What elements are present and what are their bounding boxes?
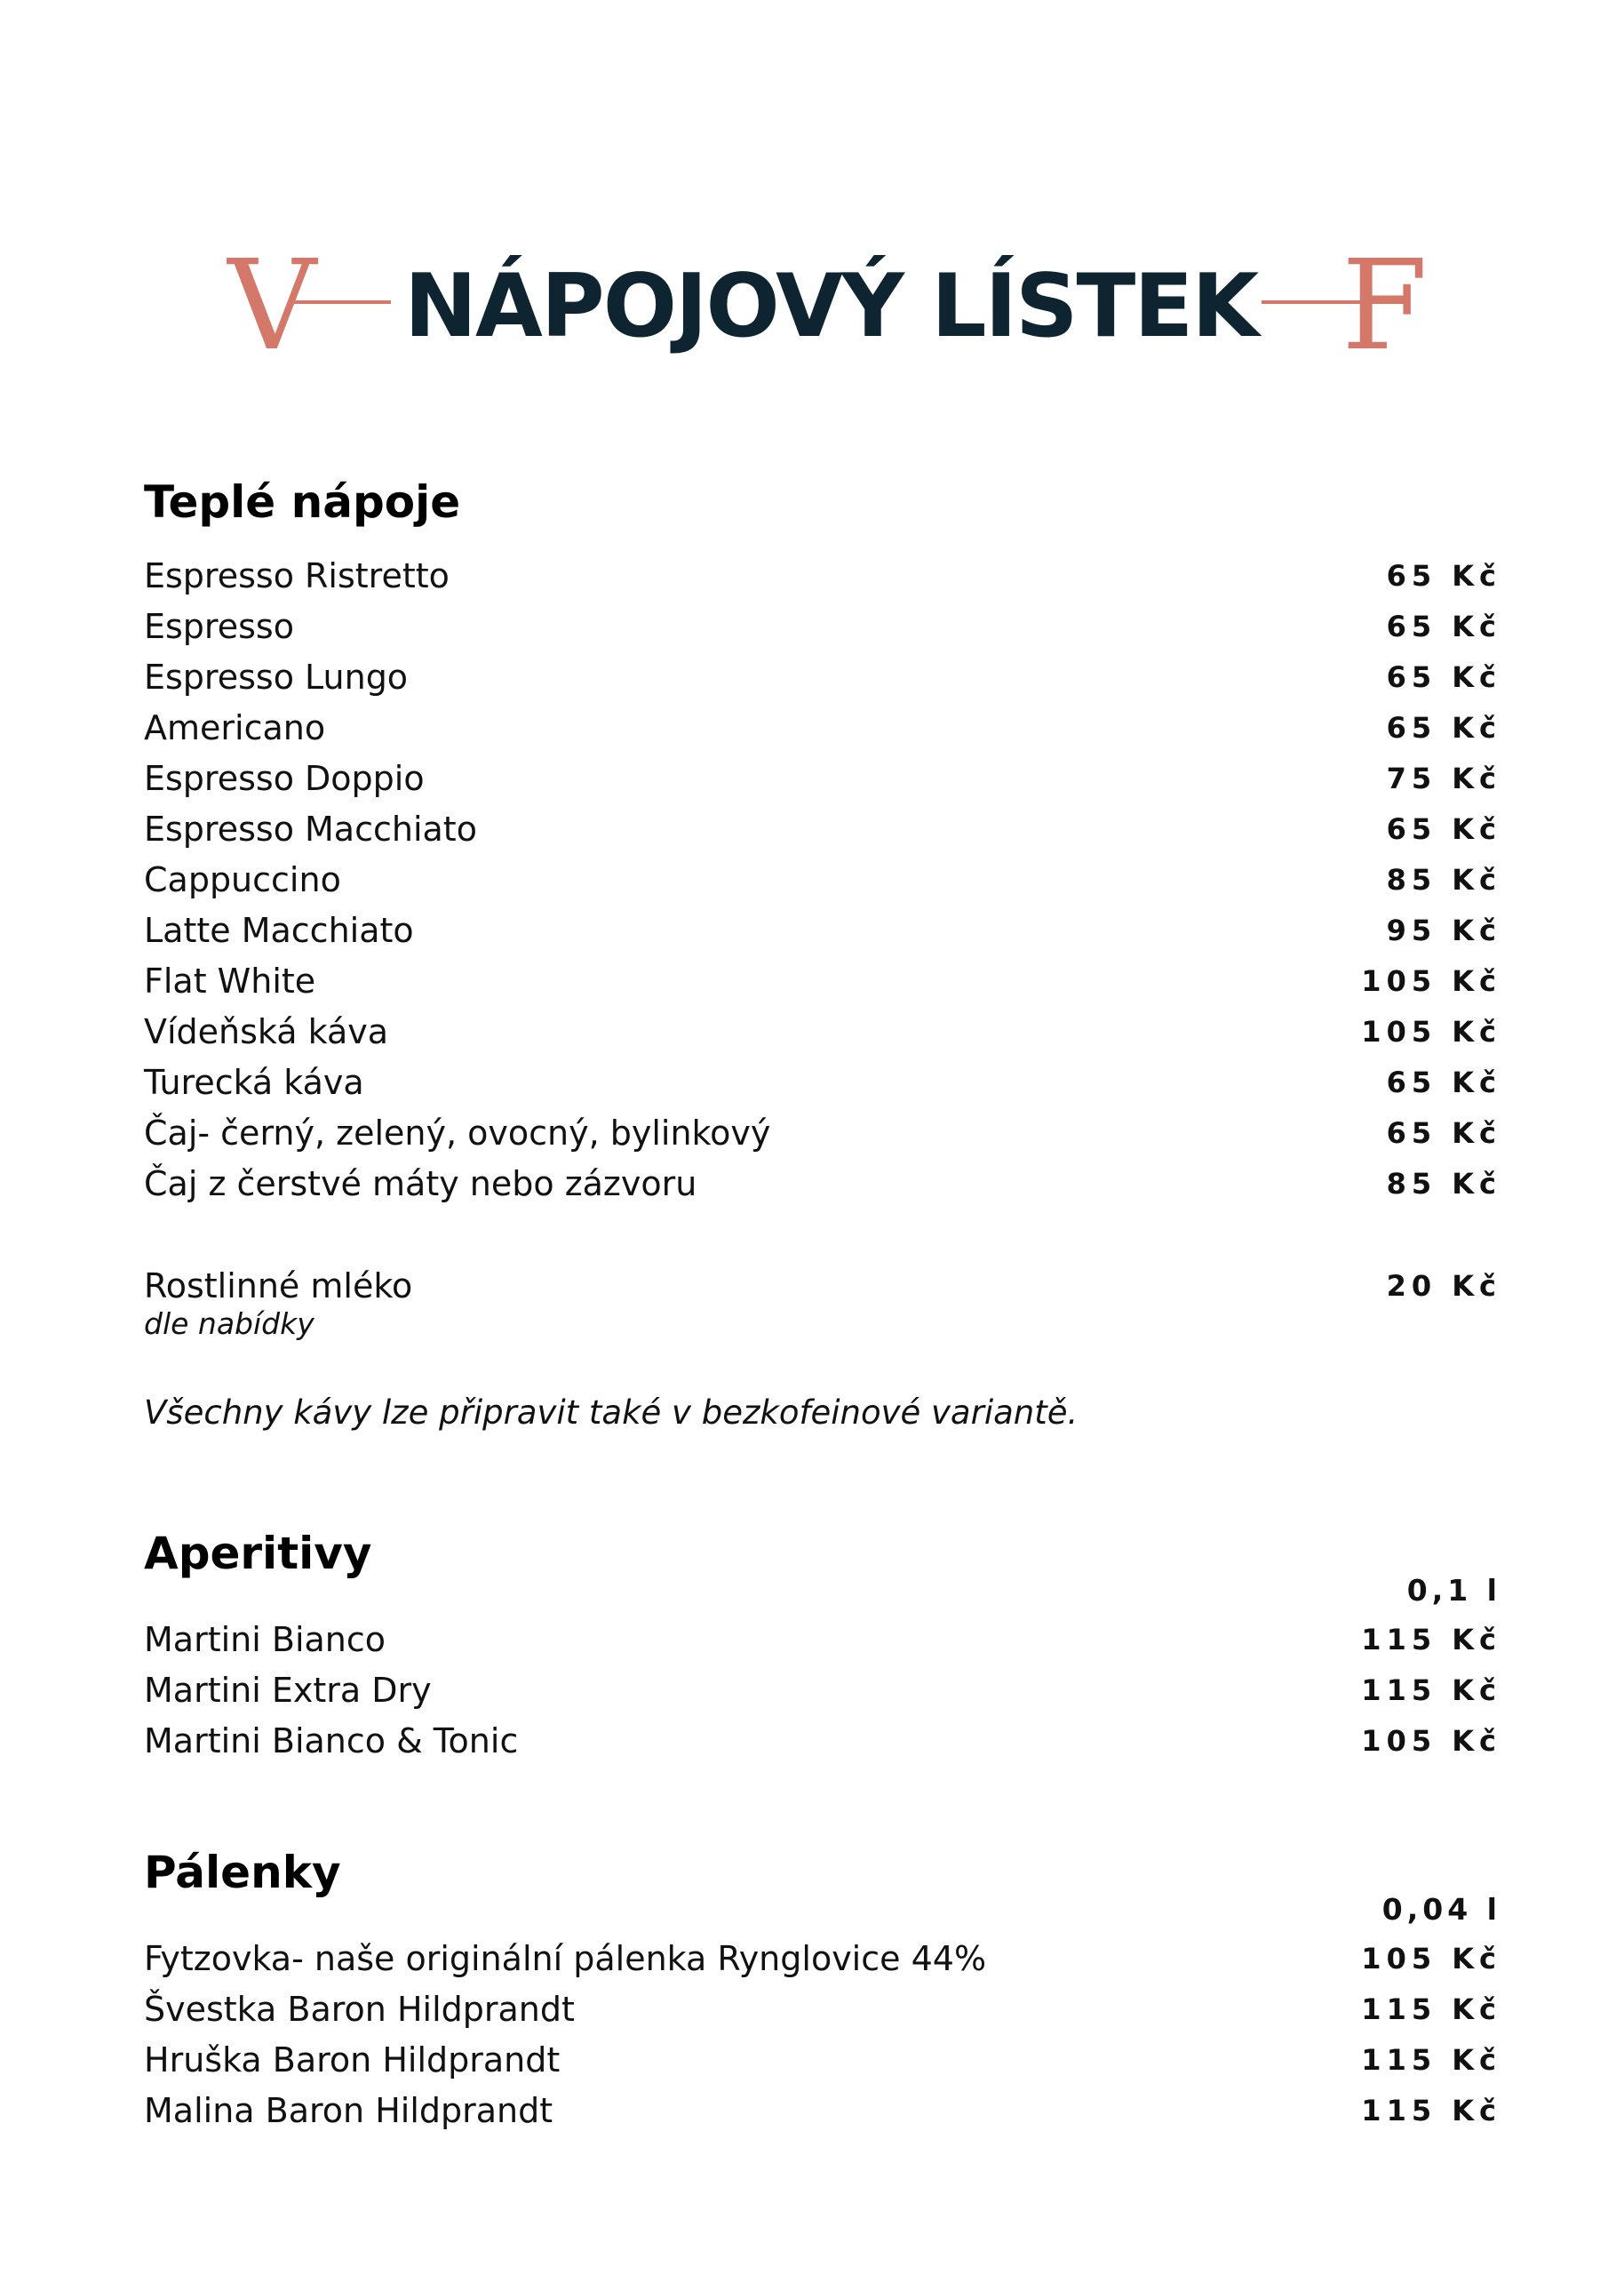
menu-item-plant-milk: [144, 1261, 1501, 1312]
item-name: Čaj- černý, zelený, ovocný, bylinkový: [144, 1114, 771, 1153]
logo-f-letter: F: [1341, 251, 1429, 355]
item-price: 115 Kč: [1361, 1992, 1501, 2026]
menu-item: [144, 804, 1501, 855]
item-price: 65 Kč: [1386, 660, 1501, 694]
item-name: Švestka Baron Hildprandt: [144, 1990, 575, 2029]
item-name: Flat White: [144, 962, 316, 1001]
volume-unit: 0,04 l: [1381, 1892, 1501, 1927]
item-price: 65 Kč: [1386, 1066, 1501, 1099]
menu-header: [0, 240, 1624, 382]
item-name: Espresso Ristretto: [144, 556, 450, 595]
decaf-footnote: Všechny kávy lze připravit také v bezkofeinové variantě.: [144, 1393, 1079, 1432]
menu-item: [144, 1716, 1501, 1767]
item-price: 65 Kč: [1386, 610, 1501, 643]
item-price: 95 Kč: [1386, 914, 1501, 947]
section-title: Teplé nápoje: [144, 476, 461, 528]
menu-item: [144, 1934, 1501, 1984]
item-name: Latte Macchiato: [144, 911, 414, 950]
menu-item: [144, 1108, 1501, 1159]
item-name: Espresso Macchiato: [144, 810, 477, 849]
item-price: 20 Kč: [1386, 1269, 1501, 1303]
item-price: 115 Kč: [1361, 2094, 1501, 2127]
item-price: 105 Kč: [1361, 1015, 1501, 1049]
item-name: Martini Extra Dry: [144, 1671, 432, 1710]
item-price: 105 Kč: [1361, 1942, 1501, 1976]
item-name: Americano: [144, 708, 326, 747]
item-name: Espresso: [144, 607, 294, 646]
item-name: Hruška Baron Hildprandt: [144, 2040, 561, 2079]
volume-unit: 0,1 l: [1406, 1573, 1501, 1608]
menu-item: [144, 1615, 1501, 1665]
item-name: Espresso Lungo: [144, 658, 409, 697]
menu-item: [144, 754, 1501, 804]
logo-v-letter: V: [227, 251, 317, 355]
section-spirits: [144, 1846, 1501, 2130]
item-note: dle nabídky: [144, 1306, 314, 1341]
item-price: 105 Kč: [1361, 1724, 1501, 1758]
item-name: Vídeňská káva: [144, 1012, 389, 1051]
item-price: 75 Kč: [1386, 762, 1501, 795]
item-price: 115 Kč: [1361, 1673, 1501, 1707]
item-price: 65 Kč: [1386, 812, 1501, 846]
menu-item: [144, 703, 1501, 754]
section-aperitifs: [144, 1527, 1501, 1758]
item-name: Čaj z čerstvé máty nebo zázvoru: [144, 1164, 697, 1203]
item-price: 115 Kč: [1361, 2043, 1501, 2077]
menu-item: [144, 906, 1501, 956]
item-name: Fytzovka- naše originální pálenka Rynglovice 44%: [144, 1939, 987, 1978]
menu-item: [144, 602, 1501, 652]
logo-f-mark: [1262, 251, 1430, 355]
item-price: 85 Kč: [1386, 1167, 1501, 1201]
item-name: Martini Bianco & Tonic: [144, 1721, 519, 1760]
item-price: 65 Kč: [1386, 559, 1501, 593]
item-price: 105 Kč: [1361, 964, 1501, 998]
menu-item: [144, 1058, 1501, 1108]
item-name: Turecká káva: [144, 1063, 364, 1102]
item-price: 85 Kč: [1386, 863, 1501, 897]
menu-item: [144, 2086, 1501, 2136]
item-price: 115 Kč: [1361, 1623, 1501, 1656]
item-price: 65 Kč: [1386, 711, 1501, 745]
menu-item: [144, 855, 1501, 906]
section-title: Pálenky: [144, 1847, 341, 1898]
menu-item: [144, 551, 1501, 602]
menu-item: [144, 1665, 1501, 1716]
item-name: Espresso Doppio: [144, 759, 425, 798]
section-title: Aperitivy: [144, 1528, 372, 1579]
page-title: NÁPOJOVÝ LÍSTEK: [404, 256, 1258, 357]
section-hot-drinks: [144, 475, 1501, 1462]
item-name: Martini Bianco: [144, 1620, 386, 1659]
menu-item: [144, 956, 1501, 1007]
menu-item: [144, 2035, 1501, 2086]
item-price: 65 Kč: [1386, 1116, 1501, 1150]
menu-item: [144, 652, 1501, 703]
item-name: Malina Baron Hildprandt: [144, 2091, 553, 2130]
item-name: Cappuccino: [144, 860, 341, 899]
item-name: Rostlinné mléko: [144, 1266, 413, 1305]
menu-item: [144, 1984, 1501, 2035]
logo-v-mark: [227, 251, 395, 355]
menu-item: [144, 1007, 1501, 1058]
menu-item: [144, 1159, 1501, 1209]
